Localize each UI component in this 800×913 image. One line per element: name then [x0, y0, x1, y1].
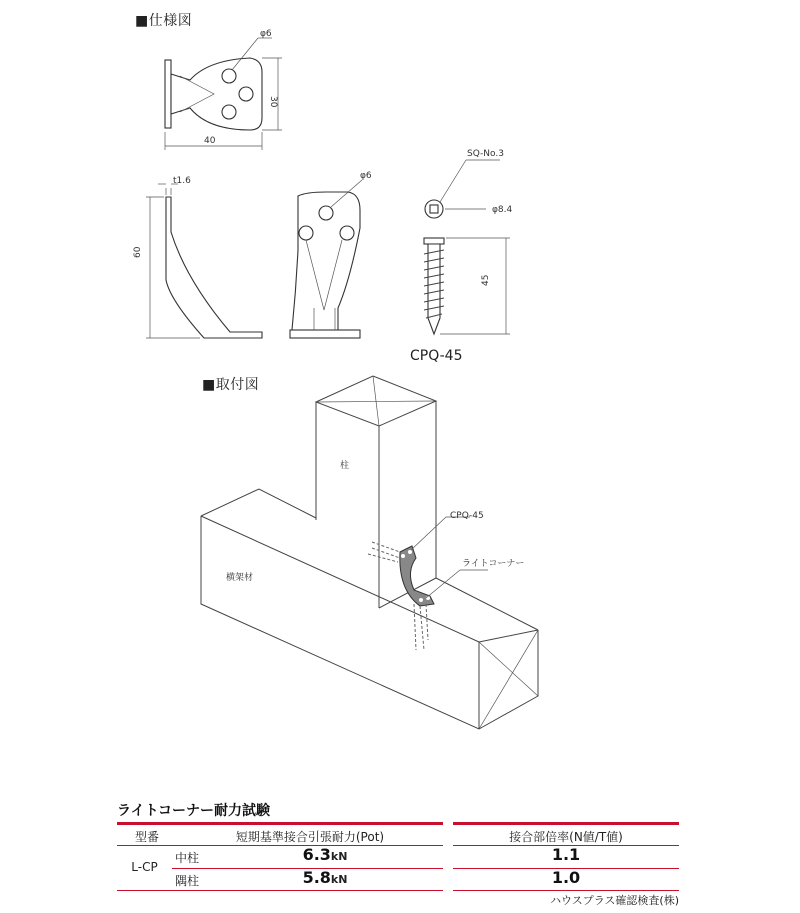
dim-hole-top: φ6: [260, 29, 272, 39]
row-2-ratio: 1.0: [551, 868, 581, 887]
row-1-position: 中柱: [174, 851, 199, 865]
mount-drawing: [0, 370, 800, 770]
bracket-top-view: [165, 38, 282, 150]
header-model: 型番: [134, 830, 159, 844]
dim-thickness: t1.6: [173, 176, 191, 186]
dim-height-30: 30: [268, 96, 278, 108]
beam-drawing: [201, 489, 538, 729]
header-ratio: 接合部倍率(N値/T値): [509, 830, 623, 844]
dim-height-60: 60: [133, 246, 143, 258]
dim-screw-head: φ8.4: [492, 205, 513, 215]
row-1-force: [207, 845, 443, 864]
bracket-side-view: [146, 184, 262, 338]
table-top-rule-right: [453, 822, 679, 825]
row-1-force-unit: kN: [330, 850, 348, 863]
mount-heading: ■取付図: [202, 377, 260, 393]
row-2-force-unit: kN: [330, 873, 348, 886]
row-1-ratio: 1.1: [551, 845, 581, 864]
header-tensile: 短期基準接合引張耐力(Pot): [235, 830, 385, 844]
dim-width-40: 40: [204, 136, 216, 146]
bracket-mounted: [368, 517, 488, 650]
bracket-callout: ライトコーナー: [462, 559, 525, 569]
bottom-rule-right: [453, 890, 679, 891]
screw-callout: CPQ-45: [450, 511, 484, 521]
bottom-rule-left: [117, 890, 443, 891]
beam-label: 横架材: [226, 573, 254, 583]
dim-hole-front: φ6: [360, 171, 372, 181]
dim-screw-sq: SQ-No.3: [467, 149, 504, 159]
screw-drawing: [424, 160, 510, 334]
spec-drawing: [0, 0, 800, 370]
post-drawing: [316, 376, 436, 608]
screw-caption: CPQ-45: [410, 348, 463, 364]
dim-screw-length: 45: [481, 274, 491, 286]
table-top-rule-left: [117, 822, 443, 825]
row-2-position: 隅柱: [174, 874, 199, 888]
bracket-front-view: [290, 180, 362, 338]
model-name: L-CP: [131, 860, 158, 874]
test-title: ライトコーナー耐力試験: [117, 803, 271, 819]
row-1-force-value: 6.3: [302, 845, 331, 864]
test-source-note: ハウスプラス確認検査(株): [550, 894, 679, 907]
row-2-force: [207, 868, 443, 887]
row-2-force-value: 5.8: [302, 868, 331, 887]
spec-heading: ■仕様図: [135, 13, 193, 29]
post-label: 柱: [340, 461, 350, 471]
